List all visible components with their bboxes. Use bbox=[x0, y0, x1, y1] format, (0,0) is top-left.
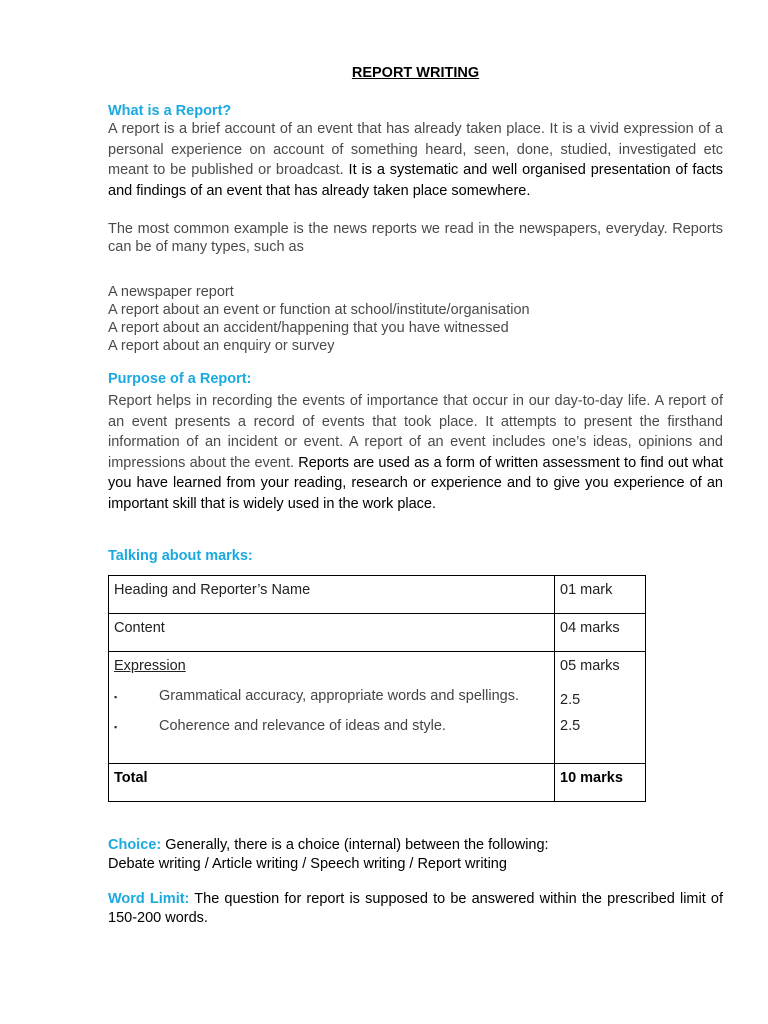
list-item: A report about an accident/happening that you have witnessed bbox=[108, 320, 509, 336]
list-item: A report about an event or function at school/institute/organisation bbox=[108, 302, 530, 318]
what-paragraph-part2: It is a systematic and well organised presentation of facts and findings of an event that has already taken place somewhere. bbox=[108, 162, 724, 199]
marks-table bbox=[108, 575, 646, 802]
expression-value-cell bbox=[555, 652, 646, 764]
word-limit-label: Word Limit: bbox=[108, 891, 190, 907]
expression-label: Expression bbox=[114, 658, 186, 674]
choice-paragraph bbox=[108, 836, 723, 874]
page-title: REPORT WRITING bbox=[351, 65, 480, 81]
list-item bbox=[114, 718, 549, 736]
purpose-heading: Purpose of a Report: bbox=[108, 371, 252, 387]
bullet-text: Coherence and relevance of ideas and style. bbox=[159, 718, 446, 734]
list-item: A newspaper report bbox=[108, 284, 234, 300]
bullet-icon: ▪ bbox=[114, 692, 118, 702]
item-value: 2.5 bbox=[560, 692, 581, 708]
purpose-paragraph-part2: Reports are used as a form of written assessment to find out what you have learned from your reading, research or experience and to give you experience of an important skill that is widely used in the work place. bbox=[108, 454, 723, 512]
what-paragraph-part1: A report is a brief account of an event that has already taken place. It is a vivid expression of a personal experience on account of something heard, seen, done, studied, investigated etc meant to be published or broadcast. bbox=[108, 121, 723, 178]
marks-heading: Talking about marks: bbox=[108, 548, 253, 564]
table-row bbox=[109, 576, 646, 614]
purpose-paragraph bbox=[108, 391, 723, 514]
what-heading: What is a Report? bbox=[108, 103, 232, 119]
examples-paragraph: The most common example is the news reports we read in the newspapers, everyday. Reports can be of many types, such as bbox=[108, 221, 723, 255]
word-limit-text: The question for report is supposed to be answered within the prescribed limit of 150-200 words. bbox=[108, 891, 723, 926]
bullet-text: Grammatical accuracy, appropriate words and spellings. bbox=[159, 688, 519, 704]
expression-value: 05 marks bbox=[560, 658, 620, 674]
report-types-list bbox=[108, 283, 723, 355]
total-label: Total bbox=[109, 764, 555, 802]
item-value: 2.5 bbox=[560, 718, 581, 734]
bullet-icon: ▪ bbox=[114, 722, 118, 732]
table-row bbox=[109, 614, 646, 652]
list-item: A report about an enquiry or survey bbox=[108, 338, 335, 354]
word-limit-paragraph bbox=[108, 890, 723, 928]
choice-text: Generally, there is a choice (internal) between the following: bbox=[165, 837, 549, 853]
table-cell: 04 marks bbox=[555, 614, 646, 652]
table-cell: Content bbox=[109, 614, 555, 652]
total-value: 10 marks bbox=[555, 764, 646, 802]
what-paragraph bbox=[108, 119, 723, 201]
expression-cell bbox=[109, 652, 555, 764]
table-cell: 01 mark bbox=[555, 576, 646, 614]
choice-options: Debate writing / Article writing / Speech writing / Report writing bbox=[108, 856, 507, 872]
table-row bbox=[109, 764, 646, 802]
purpose-paragraph-part1: Report helps in recording the events of importance that occur in our day-to-day life. A report of an event presents a record of events that took place. It attempts to present the firsthand information of an incident or event. A report of an event includes one’s ideas, opinions and impressions about the event. bbox=[108, 393, 723, 471]
list-item bbox=[114, 688, 549, 706]
choice-label: Choice: bbox=[108, 837, 162, 853]
table-row bbox=[109, 652, 646, 764]
table-cell: Heading and Reporter’s Name bbox=[109, 576, 555, 614]
